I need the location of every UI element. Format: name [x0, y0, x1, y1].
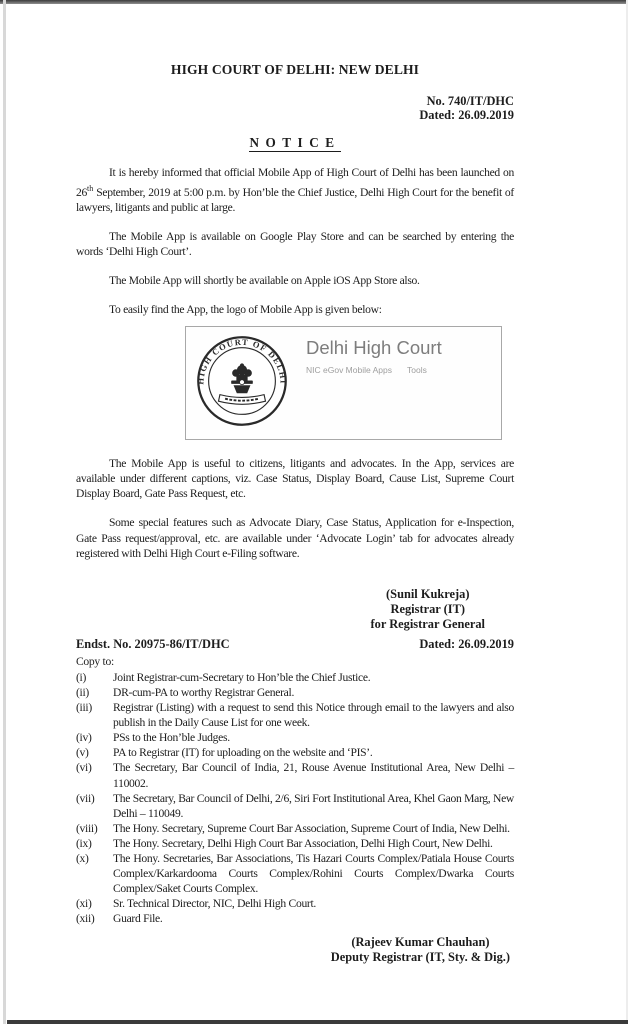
app-store-listing — [306, 327, 442, 378]
endorsement-number: Endst. No. 20975-86/IT/DHC — [76, 636, 230, 651]
list-item-text: The Secretary, Bar Council of India, 21, Rouse Avenue Institutional Area, New Delhi – 110002. — [113, 761, 514, 790]
list-item-number: (xi) — [76, 897, 92, 911]
paragraph-services: The Mobile App is useful to citizens, litigants and advocates. In the App, services are available under different captions, viz. Case Status, Display Board, Cause List, Supreme Court Display Board, Gate Pass Request, etc. — [76, 456, 514, 501]
paragraph-logo-intro: To easily find the App, the logo of Mobile App is given below: — [109, 303, 382, 317]
list-item-number: (i) — [76, 670, 87, 684]
list-item-number: (vii) — [76, 791, 95, 805]
signature-secondary-container — [76, 935, 510, 965]
letterhead-title: HIGH COURT OF DELHI: NEW DELHI — [170, 62, 420, 77]
list-item — [76, 851, 514, 896]
list-item-text: Guard File. — [113, 912, 163, 926]
high-court-seal-icon — [195, 334, 289, 428]
list-item — [76, 821, 514, 836]
list-item-number: (iv) — [76, 731, 92, 745]
endorsement-row — [76, 637, 514, 652]
app-category: Tools — [406, 364, 427, 375]
scan-edge-left — [3, 0, 6, 1024]
dharma-wheel-icon — [240, 379, 245, 384]
list-item-number: (x) — [76, 852, 89, 866]
list-item — [76, 836, 514, 851]
endorsement-date: Dated: 26.09.2019 — [419, 636, 514, 651]
list-item — [76, 730, 514, 745]
list-item-text: The Secretary, Bar Council of Delhi, 2/6, Siri Fort Institutional Area, Khel Gaon Marg, New Delhi – 110049. — [113, 791, 514, 820]
signature-primary-container — [76, 587, 485, 633]
list-item-number: (ii) — [76, 686, 89, 700]
list-item-number: (v) — [76, 746, 89, 760]
list-item — [76, 745, 514, 760]
reference-date: Dated: 26.09.2019 — [419, 108, 514, 123]
list-item-number: (xii) — [76, 912, 95, 926]
list-item-number: (viii) — [76, 821, 98, 835]
list-item — [76, 760, 514, 790]
ordinal-superscript: th — [87, 183, 94, 193]
signatory-on-behalf: for Registrar General — [370, 617, 485, 632]
list-item-text: DR-cum-PA to worthy Registrar General. — [113, 686, 295, 700]
list-item-text: Sr. Technical Director, NIC, Delhi High Court. — [113, 897, 317, 911]
app-title: Delhi High Court — [306, 336, 442, 358]
list-item — [76, 911, 514, 926]
signatory-designation: Deputy Registrar (IT, Sty. & Dig.) — [330, 949, 510, 964]
scan-edge-top — [0, 0, 628, 4]
paragraph-launch-text-cont: September, 2019 at 5:00 p.m. by Hon’ble the Chief Justice, Delhi High Court for the benefit of lawyers, litigants and public at large. — [76, 185, 514, 214]
list-item-number: (ix) — [76, 836, 92, 850]
signature-secondary — [331, 935, 510, 965]
scan-edge-bottom — [7, 1020, 628, 1024]
seal-curved-text: HIGH COURT OF DELHI — [195, 336, 289, 385]
list-item — [76, 896, 514, 911]
list-item — [76, 670, 514, 685]
paragraph-ios: The Mobile App will shortly be available on Apple iOS App Store also. — [109, 274, 420, 288]
paragraph-playstore: The Mobile App is available on Google Play Store and can be searched by entering the words ‘Delhi High Court’. — [76, 229, 514, 259]
mobile-app-logo-card — [185, 326, 502, 440]
list-item-number: (iii) — [76, 701, 92, 715]
list-item-text: The Hony. Secretaries, Bar Associations, Tis Hazari Courts Complex/Patiala House Courts Complex/Karkardooma Courts Complex/Rohini Courts Complex/Dwarka Courts Complex/Saket Courts Complex. — [113, 852, 514, 896]
app-subtitle-row — [306, 363, 442, 378]
list-item-text: The Hony. Secretary, Delhi High Court Bar Association, Delhi High Court, New Delhi. — [113, 836, 493, 850]
list-item-text: PA to Registrar (IT) for uploading on the website and ‘PIS’. — [113, 746, 373, 760]
paragraph-features: Some special features such as Advocate Diary, Case Status, Application for e-Inspection, Gate Pass request/approval, etc. are available under ‘Advocate Login’ tab for advocates already registered with Delhi High Court e-Filing software. — [76, 516, 514, 560]
list-item — [76, 791, 514, 821]
list-item-text: Registrar (Listing) with a request to send this Notice through email to the lawyers and also publish in the Daily Cause List for one week. — [113, 701, 514, 730]
app-publisher: NIC eGov Mobile Apps — [306, 364, 392, 375]
notice-heading-text: NOTICE — [249, 135, 341, 151]
list-item — [76, 700, 514, 730]
paragraph-launch — [76, 165, 514, 214]
list-item-text: Joint Registrar-cum-Secretary to Hon’ble the Chief Justice. — [113, 670, 371, 684]
list-item — [76, 685, 514, 700]
copy-to-list — [76, 670, 514, 927]
signatory-name: (Sunil Kukreja) — [386, 586, 470, 601]
paragraph-launch-text: It is hereby informed that official Mobile App of High Court of Delhi has been launched on 26 — [76, 166, 514, 199]
list-item-text: PSs to the Hon’ble Judges. — [113, 731, 230, 745]
copy-to-label: Copy to: — [76, 654, 114, 668]
signatory-name: (Rajeev Kumar Chauhan) — [351, 934, 490, 949]
notice-heading — [76, 135, 514, 151]
list-item-number: (vi) — [76, 761, 92, 775]
reference-number: No. 740/IT/DHC — [426, 94, 514, 109]
seal-container — [195, 334, 289, 432]
signature-primary — [371, 587, 485, 633]
list-item-text: The Hony. Secretary, Supreme Court Bar Association, Supreme Court of India, New Delhi. — [113, 821, 510, 835]
reference-block — [76, 94, 514, 122]
signatory-designation: Registrar (IT) — [390, 602, 465, 617]
